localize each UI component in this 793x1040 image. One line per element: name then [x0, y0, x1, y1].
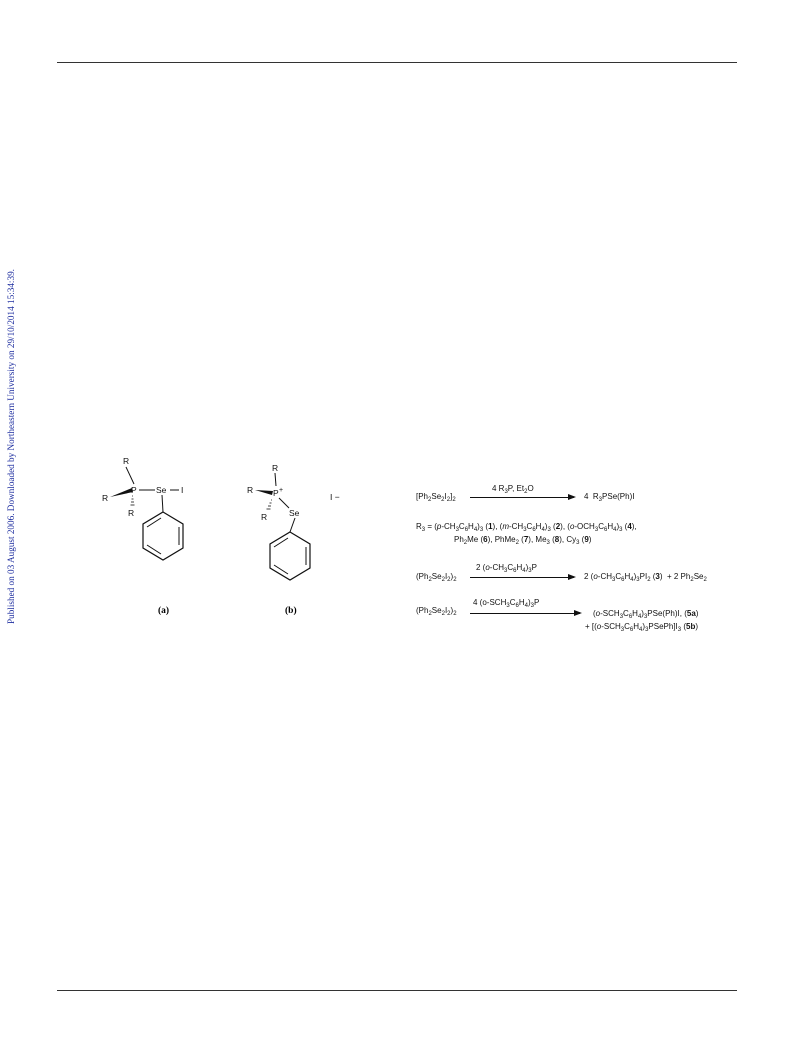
reaction-2-conditions: 2 $(o-CH_3C_6H_4)_3P$: [476, 563, 537, 574]
structure-a-p: P: [131, 485, 137, 495]
structure-b-plus: +: [279, 487, 284, 494]
structure-a-se: Se: [156, 485, 167, 495]
structure-b-se: Se: [289, 508, 300, 518]
structure-a-i: I: [181, 485, 184, 495]
reaction-1-arrow: [470, 497, 574, 498]
reaction-1-conditions: 4 $R_3P$, $Et_2O$: [492, 484, 534, 495]
reaction-3-conditions: 4 $(o-SCH_3C_6H_4)_3P$: [473, 598, 540, 609]
structure-b-caption: (b): [285, 606, 297, 616]
watermark-text[interactable]: Published on 03 August 2006. Downloaded by Northeastern University on 29/10/2014 15:34:39.: [6, 269, 16, 624]
reaction-2-reactant: $(Ph_2Se_2I_2)_2$: [416, 572, 457, 583]
structure-a-caption: (a): [158, 606, 170, 616]
structure-a-r-left: R: [102, 493, 109, 503]
structure-b-r-bottom: R: [261, 512, 268, 522]
reaction-3-reactant: $(Ph_2Se_2I_2)_2$: [416, 606, 457, 617]
structure-b-r-left: R: [247, 485, 254, 495]
structure-b-phenyl-ring: [270, 532, 310, 580]
structure-b-r-top: R: [272, 463, 279, 473]
structure-a: [95, 452, 195, 622]
structure-a-r-top: R: [123, 456, 130, 466]
reaction-3-arrow: [470, 613, 580, 614]
structure-a-r-bottom: R: [128, 508, 135, 518]
footer-rule: [57, 990, 737, 991]
reaction-1-product: 4 $R_3PSe(Ph)I$: [584, 492, 635, 503]
structure-b-p: P: [273, 488, 279, 498]
structure-b: [235, 452, 355, 622]
r3-definition-line2: $Ph_2Me$ (6), PhMe$_2$ (7), $Me_3$ (8), $Cy_3$ (9): [454, 535, 592, 546]
reaction-2-product: 2 $(o-CH_3C_6H_4)_3PI_2$ (3) + 2 $Ph_2Se_2$: [584, 572, 707, 583]
download-watermark[interactable]: [6, 212, 20, 624]
reaction-2-arrow: [470, 577, 574, 578]
reaction-1-reactant: $[Ph_2Se_2I_2]_2$: [416, 492, 456, 503]
reaction-3-product: $(o-SCH_3C_6H_4)_3PSe(Ph)I$, (5a): [593, 609, 699, 620]
structure-b-counterion: I −: [330, 492, 340, 502]
structure-a-phenyl-ring: [143, 512, 183, 560]
r3-definition: $R_3 = (p-CH_3C_6H_4)_3$ (1), $(m-CH_3C_6H_4)_3$ (2), $(o-OCH_3C_6H_4)_3$ (4),: [416, 522, 637, 533]
header-rule: [57, 62, 737, 63]
reaction-3-product-2: + $[(o-SCH_3C_6H_4)_3PSePh]I_3$ (5b): [585, 622, 699, 633]
